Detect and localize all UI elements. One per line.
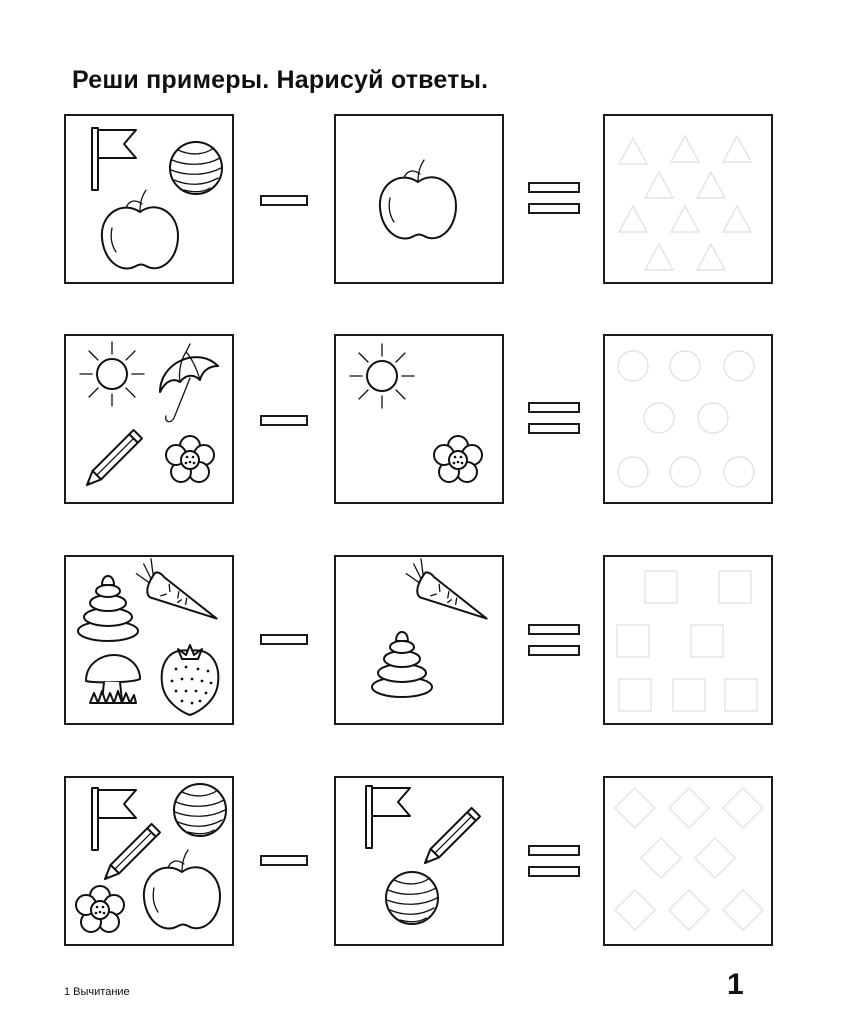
answer-box[interactable] (603, 555, 773, 725)
strawberry-icon (162, 645, 219, 715)
sun-icon (350, 344, 414, 408)
minuend-box (64, 776, 234, 946)
mushroom-icon (86, 655, 140, 703)
apple-icon (144, 850, 220, 928)
page-title: Реши примеры. Нарисуй ответы. (72, 66, 489, 94)
minuend-box (64, 334, 234, 504)
carrot-icon (400, 557, 497, 630)
minus-sign (260, 415, 308, 426)
page-number: 1 (727, 968, 744, 1001)
answer-box[interactable] (603, 776, 773, 946)
pencil-icon (83, 430, 142, 489)
equals-sign-top (528, 182, 580, 193)
pencil-icon (421, 808, 480, 867)
minus-sign (260, 855, 308, 866)
footer-section-label: 1 Вычитание (64, 986, 130, 998)
flower-icon (76, 886, 124, 932)
flower-icon (434, 436, 482, 482)
minus-sign (260, 195, 308, 206)
equals-sign-bottom (528, 645, 580, 656)
ball-icon (174, 784, 226, 836)
subtrahend-box (334, 114, 504, 284)
answer-box[interactable] (603, 334, 773, 504)
flag-icon (92, 788, 136, 850)
subtrahend-box (334, 776, 504, 946)
flag-icon (366, 786, 410, 848)
pyramid-toy-icon (372, 632, 432, 697)
subtrahend-box (334, 555, 504, 725)
carrot-icon (130, 557, 227, 630)
sun-icon (80, 342, 144, 406)
equals-sign-bottom (528, 203, 580, 214)
equals-sign-top (528, 845, 580, 856)
umbrella-icon (160, 344, 218, 422)
minus-sign (260, 634, 308, 645)
equals-sign-bottom (528, 423, 580, 434)
apple-icon (380, 160, 456, 238)
minuend-box (64, 555, 234, 725)
minuend-box (64, 114, 234, 284)
equals-sign-bottom (528, 866, 580, 877)
pyramid-toy-icon (78, 576, 138, 641)
ball-icon (386, 872, 438, 924)
ball-icon (170, 142, 222, 194)
apple-icon (102, 190, 178, 268)
answer-box[interactable] (603, 114, 773, 284)
equals-sign-top (528, 402, 580, 413)
subtrahend-box (334, 334, 504, 504)
flag-icon (92, 128, 136, 190)
equals-sign-top (528, 624, 580, 635)
flower-icon (166, 436, 214, 482)
